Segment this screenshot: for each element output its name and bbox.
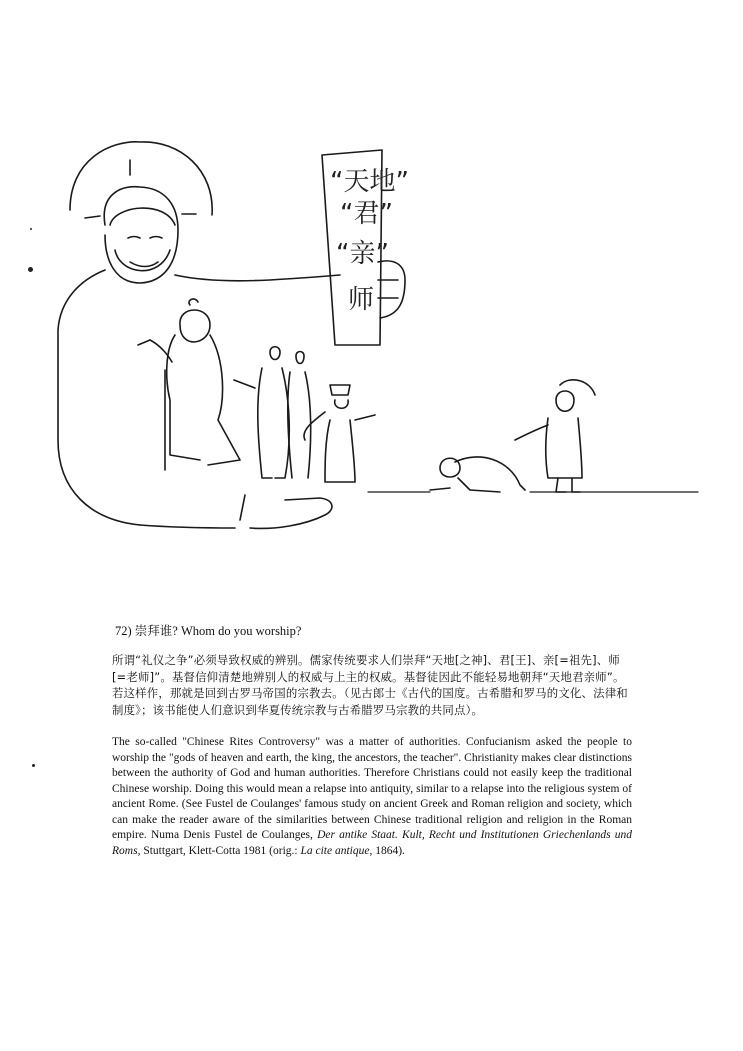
english-main-text: The so-called "Chinese Rites Controversy" was a matter of authorities. Confucianism asked the people to worship the "gods of heaven and earth, the king, the ancestors, the teacher". Christianity makes clear distinctions between the authority of God and human authorities. Therefore Christians could not easily keep the traditional Chinese worship. Doing this would mean a relapse into antiquity, similar to a relapse into the religious system of ancient Rome. (See Fustel de Coulanges' famous study on ancient Greek and Roman religion and society, which can make the reader aware of the similarities between Chinese traditional religion and religion in the Roman empire. Numa Denis Fustel de Coulanges,	[112, 736, 632, 841]
kneeling-worshipper	[430, 457, 525, 492]
caption-chinese: 崇拜谁?	[134, 624, 178, 638]
figure-caption	[115, 621, 301, 639]
banner-characters	[330, 167, 409, 315]
banner-line-4: 师	[348, 285, 375, 315]
margin-mark	[28, 267, 33, 272]
jesus-head	[104, 187, 178, 283]
closing-text: , 1864).	[369, 844, 405, 857]
chinese-paragraph: 所谓“礼仪之争”必须导致权威的辨别。儒家传统要求人们崇拜“天地[之神]、君[王]、亲[=祖先]、师[=老师]”。基督信仰清楚地辨别人的权威与上主的权威。基督徒因此不能轻易地朝拜“天地君亲师”。若这样作，那就是回到古罗马帝国的宗教去。（见古郎士《古代的国度。古希腊和罗马的文化、法律和制度》；该书能使人们意识到华夏传统宗教与古希腊罗马宗教的共同点）。	[112, 653, 628, 717]
original-title: La cite antique	[300, 844, 370, 857]
emperor-figure	[138, 299, 240, 470]
banner-line-1: “天地”	[330, 167, 409, 197]
jesus-hand	[378, 261, 405, 318]
banner-line-2: “君”	[340, 199, 393, 229]
standing-man	[515, 380, 595, 492]
banner-line-3: “亲”	[336, 239, 389, 269]
english-paragraph	[112, 735, 632, 859]
ancestor-figures	[234, 347, 311, 478]
jesus-halo	[70, 142, 212, 218]
margin-mark	[32, 764, 35, 767]
caption-english: Whom do you worship?	[180, 624, 302, 638]
caption-number: 72)	[115, 624, 132, 638]
jesus-body	[58, 270, 340, 528]
margin-mark	[30, 228, 32, 230]
teacher-figure	[304, 385, 375, 482]
publisher-text: , Stuttgart, Klett-Cotta 1981 (orig.:	[137, 844, 301, 857]
book-title: Der antike Staat. Kult, Recht und Institutionen Griechenlands und Roms	[112, 829, 632, 857]
